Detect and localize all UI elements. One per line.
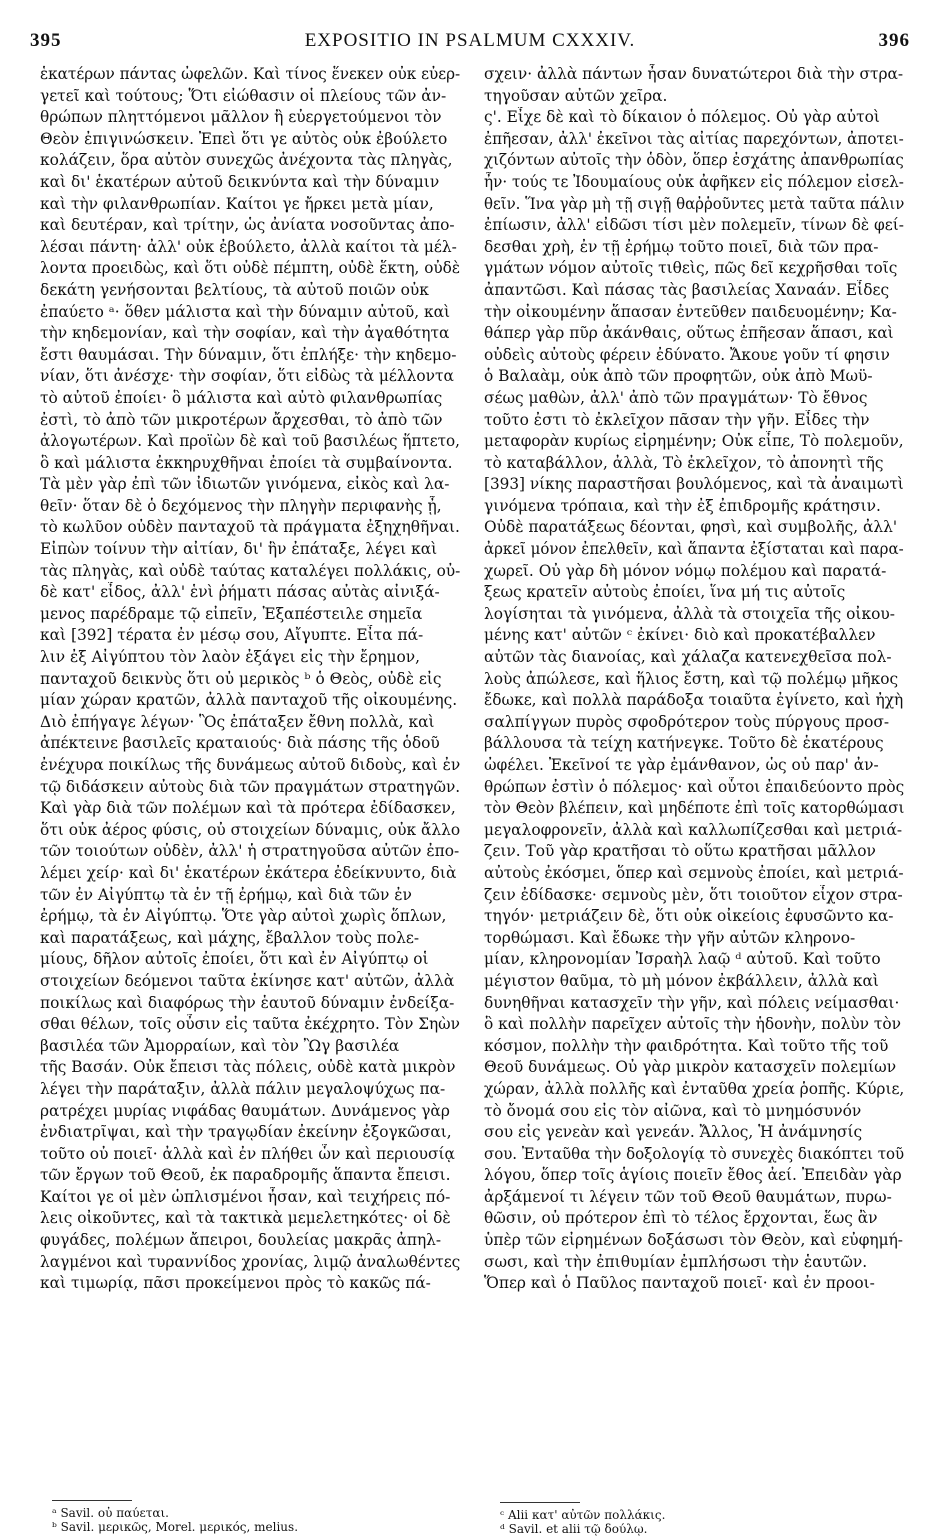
- text-line: τηγόν· μετριάζειν δὲ, ὅτι οὐκ οἰκείοις ἐφυσῶντο κα-: [484, 907, 894, 926]
- text-line: σου εἰς γενεὰν καὶ γενεάν. Ἄλλος, Ἡ ἀνάμνησίς: [484, 1123, 863, 1142]
- text-line: μεταφορὰν κυρίως εἰρημένην; Οὐκ εἶπε, Τὸ πολεμοῦν,: [484, 432, 904, 451]
- text-line: αὐτῶν τὰς διανοίας, καὶ χάλαζα κατενεχθεῖσα πολ-: [484, 648, 892, 667]
- running-header: [30, 30, 910, 56]
- text-line: τηγοῦσαν αὐτῶν χεῖρα.: [484, 86, 668, 105]
- text-line: πανταχοῦ δεικνὺς ὅτι οὐ μερικὸς ᵇ ὁ Θεὸς, οὐδὲ εἰς: [40, 669, 442, 688]
- text-line: ς'. Εἶχε δὲ καὶ τὸ δίκαιον ὁ πόλεμος. Οὐ γὰρ αὐτοὶ: [484, 108, 880, 127]
- text-line: μέγιστον θαῦμα, τὸ μὴ μόνον ἐκβάλλειν, ἀλλὰ καὶ: [484, 971, 879, 990]
- text-line: ζειν. Τοῦ γὰρ κρατῆσαι τὸ οὕτω κρατῆσαι μᾶλλον: [484, 842, 876, 861]
- text-line: καὶ δι' ἑκατέρων αὐτοῦ δεικνύντα καὶ τὴν δύναμιν: [40, 172, 440, 191]
- footnote-rule-left: [52, 1500, 132, 1501]
- text-line: Καὶ γὰρ διὰ τῶν πολέμων καὶ τὰ πρότερα ἐδίδασκεν,: [40, 799, 456, 818]
- text-line: μίους, δῆλον αὐτοῖς ἐποίει, ὅτι καὶ ἐν Αἰγύπτῳ οἱ: [40, 950, 429, 969]
- text-line: καὶ τὴν φιλανθρωπίαν. Καίτοι γε ἤρκει μετὰ μίαν,: [40, 194, 434, 213]
- text-line: βάλλουσα τὰ τείχη κατήνεγκε. Τοῦτο δὲ ἑκατέρους: [484, 734, 884, 753]
- text-line: σου. Ἐνταῦθα τὴν δοξολογίᾳ τὸ συνεχὲς διακόπτει τοῦ: [484, 1144, 905, 1163]
- text-line: ἐρήμῳ, τὰ ἐν Αἰγύπτῳ. Ὅτε γὰρ αὐτοὶ χωρὶς ὅπλων,: [40, 907, 447, 926]
- text-line: κόσμον, πολλὴν τὴν φαιδρότητα. Καὶ τοῦτο τῆς τοῦ: [484, 1036, 889, 1055]
- text-line: καὶ δευτέραν, καὶ τρίτην, ὡς ἀνίατα νοσοῦντας ἀπο-: [40, 216, 455, 235]
- text-line: τὸ ὄνομά σου εἰς τὸν αἰῶνα, καὶ τὸ μνημόσυνόν: [484, 1101, 862, 1120]
- text-line: λοὺς ἀπώλεσε, καὶ ἥλιος ἔστη, καὶ τῷ πολέμῳ μῆκος: [484, 669, 899, 688]
- text-line: νίαν, ὅτι ἀνέσχε· τὴν σοφίαν, ὅτι εἰδὼς τὰ μέλλοντα: [40, 367, 454, 386]
- text-line: τὴν οἰκουμένην ἅπασαν ἐντεῦθεν παιδευομένην; Κα-: [484, 302, 897, 321]
- text-line: λοντα προειδὼς, καὶ ὅτι οὐδὲ πέμπτη, οὐδὲ ἕκτη, οὐδὲ: [40, 259, 461, 278]
- text-line: καὶ [392] τέρατα ἐν μέσῳ σου, Αἴγυπτε. Εἶτα πά-: [40, 626, 424, 645]
- footnote: ᵈ Savil. et alii τῷ δούλῳ.: [500, 1522, 648, 1536]
- text-line: μένης κατ' αὐτῶν ᶜ ἐκίνει· διὸ καὶ προκατέβαλλεν: [484, 626, 876, 645]
- text-line: τὴν κηδεμονίαν, καὶ τὴν σοφίαν, καὶ τὴν ἀγαθότητα: [40, 324, 450, 343]
- text-line: θρώπων πληττόμενοι μᾶλλον ἢ εὐεργετούμενοι τὸν: [40, 108, 442, 127]
- text-line: καὶ παρατάξεως, καὶ μάχης, ἔβαλλον τοὺς πολε-: [40, 928, 420, 947]
- text-line: μίαν, κληρονομίαν Ἰσραὴλ λαῷ ᵈ αὐτοῦ. Καὶ τοῦτο: [484, 950, 881, 969]
- text-line: ἐστὶ, τὸ ἀπὸ τῶν μικροτέρων ἄρχεσθαι, τὸ ἀπὸ τῶν: [40, 410, 443, 429]
- text-line: Οὐδὲ παρατάξεως δέονται, φησὶ, καὶ συμβολῆς, ἀλλ': [484, 518, 898, 537]
- text-line: σθαι θέλων, τοῖς οὖσιν εἰς ταῦτα ἐκέχρητο. Τὸν Σηὼν: [40, 1015, 460, 1034]
- text-line: χιζόντων αὐτοῖς τὴν ὁδὸν, ὅπερ ἐσχάτης ἀπανθρωπίας: [484, 151, 904, 170]
- footnote: ᵃ Savil. οὐ παύεται.: [52, 1506, 169, 1520]
- text-line: ὅτι οὐκ ἀέρος φύσις, οὐ στοιχείων δύναμις, οὐκ ἄλλο: [40, 820, 460, 839]
- text-line: Θεοῦ δυνάμεως. Οὐ γὰρ μικρὸν κατασχεῖν πολεμίων: [484, 1058, 897, 1077]
- text-line: γινόμενα τρόπαια, καὶ τὴν ἐξ ἐπιδρομῆς κράτησιν.: [484, 496, 881, 515]
- footnotes-left: [52, 1506, 298, 1534]
- text-line: λόγου, ὅπερ τοῖς ἁγίοις ποιεῖν ἔθος ἀεί. Ἐπειδὰν γὰρ: [484, 1166, 902, 1185]
- text-line: φυγάδες, πολέμων ἄπειροι, δουλείας μακρᾶς ἀπηλ-: [40, 1231, 442, 1250]
- footnote: ᵇ Savil. μερικῶς, Morel. μερικός, melius.: [52, 1520, 299, 1534]
- text-line: ἀρκεῖ μόνον ἐπελθεῖν, καὶ ἅπαντα ἐξίσταται καὶ παρα-: [484, 540, 904, 559]
- text-line: θεῖν· ὅταν δὲ ὁ δεχόμενος τὴν πληγὴν περιφανὴς ᾖ,: [40, 496, 442, 515]
- footnotes-right: [500, 1508, 665, 1536]
- text-line: μίαν χώραν κρατῶν, ἀλλὰ πανταχοῦ τῆς οἰκουμένης.: [40, 691, 458, 710]
- text-line: τὸ κωλῦον οὐδὲν πανταχοῦ τὰ πράγματα ἐξηχηθῆναι.: [40, 518, 460, 537]
- text-line: ἔστι θαυμάσαι. Τὴν δύναμιν, ὅτι ἐπλήξε· τὴν κηδεμο-: [40, 345, 457, 364]
- right-text-column: [484, 64, 904, 1295]
- text-line: θρώπων ἐστὶν ὁ πόλεμος· καὶ οὗτοι ἐπαιδεύοντο πρὸς: [484, 777, 905, 796]
- left-text-column: [40, 64, 460, 1295]
- text-line: τῶν ἔργων τοῦ Θεοῦ, ἐκ παραδρομῆς ἅπαντα ἔπεισι.: [40, 1166, 451, 1185]
- text-line: ἐνέχυρα ποικίλως τῆς δυνάμεως αὐτοῦ διδοὺς, καὶ ἐν: [40, 756, 461, 774]
- text-line: Τὰ μὲν γὰρ ἐπὶ τῶν ἰδιωτῶν γινόμενα, εἰκὸς καὶ λα-: [40, 475, 450, 494]
- text-line: κολάζειν, ὅρα αὐτὸν συνεχῶς ἀνέχοντα τὰς πληγὰς,: [40, 151, 453, 170]
- text-line: λέμει χείρ· καὶ δι' ἑκατέρων ἑκάτερα ἐδείκνυντο, διὰ: [40, 863, 457, 882]
- text-line: λαγμένοι καὶ τυραννίδος χρονίας, λιμῷ ἀναλωθέντες: [40, 1252, 461, 1271]
- running-title: EXPOSITIO IN PSALMUM CXXXIV.: [304, 30, 636, 51]
- text-line: Εἰπὼν τοίνυν τὴν αἰτίαν, δι' ἣν ἐπάταξε, λέγει καὶ: [40, 540, 438, 559]
- text-line: ζειν ἐδίδασκε· σεμνοὺς μὲν, ὅτι τοιοῦτον εἶχον στρα-: [484, 885, 903, 904]
- text-line: λογίσηται τὰ γινόμενα, ἀλλὰ τὰ στοιχεῖα τῆς οἰκου-: [484, 604, 895, 623]
- text-line: αὐτοὺς ἐκόσμει, ὅπερ καὶ σεμνοὺς ἐποίει, καὶ μετριά-: [484, 863, 904, 882]
- text-line: ὑπὲρ τῶν εἰρημένων δοξάσωσι τὸν Θεὸν, καὶ εὐφημή-: [484, 1231, 903, 1250]
- text-line: δυνηθῆναι κατασχεῖν τὴν γῆν, καὶ πόλεις νείμασθαι·: [484, 993, 900, 1012]
- text-line: δεσθαι χρὴ, ἐν τῇ ἐρήμῳ τοῦτο ποιεῖ, διὰ τῶν πρα-: [484, 237, 879, 256]
- text-line: ἀλογωτέρων. Καὶ προϊὼν δὲ καὶ τοῦ βασιλέως ἥπτετο,: [40, 432, 461, 451]
- text-line: σωσι, καὶ τὴν ἐπιθυμίαν ἐμπλήσωσι τὴν ἑαυτῶν.: [484, 1252, 868, 1271]
- page-number-left: 395: [30, 30, 62, 51]
- text-line: ἀπαντῶσι. Καὶ πάσας τὰς βασιλείας Χαναάν. Εἶδες: [484, 280, 890, 299]
- text-line: τῶν ἐν Αἰγύπτῳ τὰ ἐν τῇ ἐρήμῳ, καὶ διὰ τῶν ἐν: [40, 885, 412, 904]
- text-line: ἑκατέρων πάντας ὠφελῶν. Καὶ τίνος ἕνεκεν οὐκ εὐερ-: [40, 65, 461, 83]
- text-line: μεγαλοφρονεῖν, ἀλλὰ καὶ καλλωπίζεσθαι καὶ μετριά-: [484, 820, 903, 839]
- text-line: σχειν· ἀλλὰ πάντων ἦσαν δυνατώτεροι διὰ τὴν στρα-: [484, 65, 904, 83]
- text-line: ὃ καὶ μάλιστα ἐκκηρυχθῆναι ἐποίει τὰ συμβαίνοντα.: [40, 453, 453, 472]
- text-line: μενος παρέδραμε τῷ εἰπεῖν, Ἐξαπέστειλε σημεῖα: [40, 604, 423, 623]
- text-line: δὲ κατ' εἶδος, ἀλλ' ἑνὶ ῥήματι πάσας αὐτὰς αἰνιξά-: [40, 583, 440, 602]
- text-line: τοῦτο οὐ ποιεῖ· ἀλλὰ καὶ ἐν πλήθει ὧν καὶ περιουσίᾳ: [40, 1144, 455, 1163]
- text-line: Διὸ ἐπήγαγε λέγων· Ὃς ἐπάταξεν ἔθνη πολλὰ, καὶ: [40, 712, 435, 731]
- text-line: ρατρέχει μυρίας νιφάδας θαυμάτων. Δυνάμενος γὰρ: [40, 1101, 450, 1120]
- text-line: Καίτοι γε οἱ μὲν ὡπλισμένοι ἦσαν, καὶ τειχήρεις πό-: [40, 1187, 451, 1206]
- text-line: γετεῖ καὶ τούτους; Ὅτι εἰώθασιν οἱ πλείους τῶν ἀν-: [40, 86, 447, 105]
- text-line: σαλπίγγων πυρὸς σφοδρότερον τοὺς πύργους προσ-: [484, 712, 890, 731]
- text-line: Ὅπερ καὶ ὁ Παῦλος πανταχοῦ ποιεῖ· καὶ ἐν προοι-: [484, 1274, 875, 1293]
- text-line: θεῖν. Ἵνα γὰρ μὴ τῇ σιγῇ θαῤῥοῦντες μετὰ ταῦτα πάλιν: [484, 194, 905, 213]
- text-line: θῶσιν, οὐ πρότερον ἐπὶ τὸ τέλος ἔρχονται, ἕως ἂν: [484, 1209, 878, 1228]
- text-line: τοῦτο ἐστι τὸ ἐκλεῖχον πᾶσαν τὴν γῆν. Εἶδες τὴν: [484, 410, 870, 429]
- text-line: ἐπαύετο ᵃ· ὅθεν μάλιστα καὶ τὴν δύναμιν αὐτοῦ, καὶ: [40, 302, 451, 321]
- text-line: στοιχείων δεόμενοι ταῦτα ἐκίνησε κατ' αὐτῶν, ἀλλὰ: [40, 971, 455, 990]
- text-line: ἀπέκτεινε βασιλεῖς κραταιούς· διὰ πάσης τῆς ὁδοῦ: [40, 734, 440, 753]
- text-line: τὸ καταβάλλον, ἀλλὰ, Τὸ ἐκλεῖχον, τὸ ἀπονητὶ τῆς: [484, 453, 884, 472]
- text-line: τὸ αὐτοῦ ἐποίει· ὃ μάλιστα καὶ αὐτὸ φιλανθρωπίας: [40, 388, 443, 407]
- text-line: οὐδεὶς αὐτοὺς φέρειν ἐδύνατο. Ἄκουε γοῦν τί φησιν: [484, 345, 890, 364]
- text-line: τὰς πληγὰς, καὶ οὐδὲ ταύτας καταλέγει πολλάκις, οὐ-: [40, 561, 461, 580]
- text-line: λιν ἐξ Αἰγύπτου τὸν λαὸν ἐξάγει εἰς τὴν ἔρημον,: [40, 648, 420, 667]
- text-line: τῶν τοιούτων οὐδὲν, ἀλλ' ἡ στρατηγοῦσα αὐτῶν ἐπο-: [40, 842, 460, 861]
- text-line: τῷ διδάσκειν αὐτοὺς διὰ τῶν πραγμάτων στρατηγῶν.: [40, 777, 461, 796]
- text-line: [393] νίκης παραστῆσαι βουλόμενος, καὶ τὰ ἀναιμωτὶ: [484, 475, 904, 494]
- footnote-rule-right: [500, 1502, 580, 1503]
- text-line: ξεως κρατεῖν αὐτοὺς ἐποίει, ἵνα μή τις αὐτοῖς: [484, 583, 846, 602]
- footnote: ᶜ Alii κατ' αὐτῶν πολλάκις.: [500, 1508, 666, 1522]
- text-line: χωρεῖ. Οὐ γὰρ δὴ μόνον νόμῳ πολέμου καὶ παρατά-: [484, 561, 887, 580]
- text-line: ἔδωκε, καὶ πολλὰ παράδοξα τοιαῦτα ἐγίνετο, καὶ ἠχὴ: [484, 691, 904, 710]
- page-number-right: 396: [878, 30, 910, 51]
- text-line: ποικίλως καὶ διαφόρως τὴν ἑαυτοῦ δύναμιν ἐνδείξα-: [40, 993, 455, 1012]
- text-line: καὶ τιμωρίᾳ, πᾶσι προκείμενοι πρὸς τὸ κακῶς πά-: [40, 1274, 431, 1293]
- text-line: ἀρξάμενοί τι λέγειν τῶν τοῦ Θεοῦ θαυμάτων, πυρω-: [484, 1187, 892, 1206]
- text-line: βασιλέα τῶν Ἀμορραίων, καὶ τὸν Ὢγ βασιλέα: [40, 1036, 400, 1055]
- text-line: ἐνδιατρῖψαι, καὶ τὴν τραγῳδίαν ἐκείνην ἐξογκῶσαι,: [40, 1123, 452, 1142]
- text-line: ὁ Βαλαὰμ, οὐκ ἀπὸ τῶν προφητῶν, οὐκ ἀπὸ Μωϋ-: [484, 367, 873, 386]
- text-line: σέως μαθὼν, ἀλλ' ἀπὸ τῶν πραγμάτων· Τὸ ἔθνος: [484, 388, 868, 407]
- text-line: Θεὸν ἐπιγινώσκειν. Ἐπεὶ ὅτι γε αὐτὸς οὐκ ἐβούλετο: [40, 129, 448, 148]
- text-line: ἐπίωσιν, ἀλλ' εἰδῶσι τίσι μὲν πολεμεῖν, τίνων δὲ φεί-: [484, 216, 904, 235]
- text-line: λέγει τὴν παράταξιν, ἀλλὰ πάλιν μεγαλοψύχως πα-: [40, 1079, 446, 1098]
- text-line: τῆς Βασάν. Οὐκ ἔπεισι τὰς πόλεις, οὐδὲ κατὰ μικρὸν: [40, 1058, 456, 1077]
- text-line: ὠφέλει. Ἐκεῖνοί τε γὰρ ἐμάνθανον, ὡς οὐ παρ' ἀν-: [484, 756, 879, 774]
- text-line: ὃ καὶ πολλὴν παρεῖχεν αὐτοῖς τὴν ἡδονὴν, πολὺν τὸν: [484, 1015, 901, 1034]
- text-line: λεις οἰκοῦντες, καὶ τὰ τακτικὰ μεμελετηκότες· οἱ δὲ: [40, 1209, 451, 1228]
- text-line: ἐπῆεσαν, ἀλλ' ἐκεῖνοι τὰς αἰτίας παρεχόντων, ἀποτει-: [484, 129, 904, 148]
- text-line: λέσαι πάντη· ἀλλ' οὐκ ἐβούλετο, ἀλλὰ καίτοι τὰ μέλ-: [40, 237, 457, 256]
- text-line: χώραν, ἀλλὰ πολλῆς καὶ ἐνταῦθα χρεία ῥοπῆς. Κύριε,: [484, 1079, 905, 1098]
- text-line: γμάτων νόμον αὐτοῖς τιθεὶς, πῶς δεῖ κεχρῆσθαι τοῖς: [484, 259, 898, 278]
- text-line: τορθώμασι. Καὶ ἔδωκε τὴν γῆν αὐτῶν κληρονο-: [484, 928, 856, 947]
- text-line: δεκάτη γενήσονται βελτίους, τὰ αὐτοῦ ποιῶν οὐκ: [40, 280, 429, 299]
- text-line: τὸν Θεὸν βλέπειν, καὶ μηδέποτε ἐπὶ τοῖς κατορθώμασι: [484, 799, 905, 818]
- text-line: ἦν· τούς τε Ἰδουμαίους οὐκ ἀφῆκεν εἰς πόλεμον εἰσελ-: [484, 172, 904, 191]
- text-line: θάπερ γὰρ πῦρ ἀκάνθαις, οὕτως ἐπῆεσαν ἅπασι, καὶ: [484, 324, 894, 343]
